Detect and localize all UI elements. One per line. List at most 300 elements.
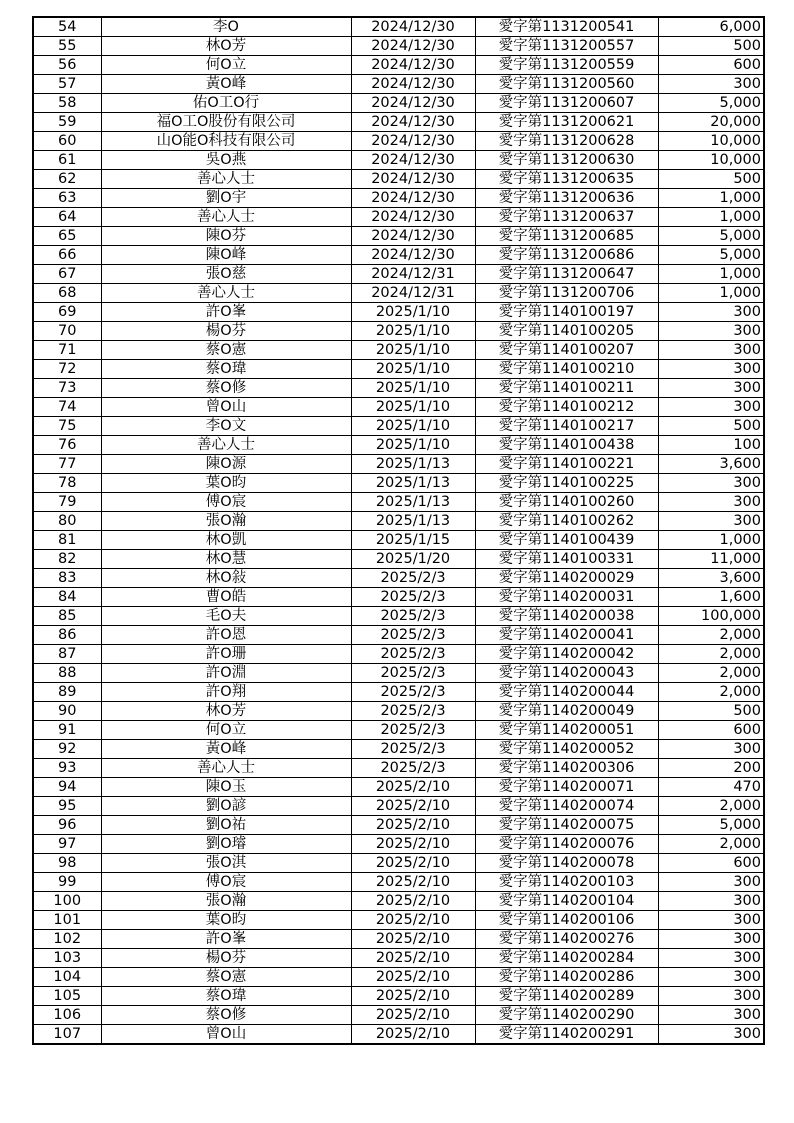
donor-name: 林O慧 (101, 550, 351, 569)
table-row (33, 17, 764, 37)
donor-name: 李O文 (101, 417, 351, 436)
donation-date: 2025/2/3 (351, 569, 475, 588)
donation-amount: 300 (658, 949, 764, 968)
donor-name: 佑O工O行 (101, 94, 351, 113)
donation-amount: 2,000 (658, 835, 764, 854)
donation-amount: 470 (658, 778, 764, 797)
table-row (33, 683, 764, 702)
donation-amount: 300 (658, 75, 764, 94)
receipt-number: 愛字第1131200635 (475, 170, 658, 189)
row-number: 94 (33, 778, 101, 797)
row-number: 73 (33, 379, 101, 398)
row-number: 80 (33, 512, 101, 531)
row-number: 59 (33, 113, 101, 132)
donation-date: 2024/12/30 (351, 113, 475, 132)
donation-date: 2025/2/10 (351, 854, 475, 873)
donation-date: 2025/2/10 (351, 797, 475, 816)
row-number: 89 (33, 683, 101, 702)
donor-name: 林O凱 (101, 531, 351, 550)
donation-date: 2025/1/13 (351, 455, 475, 474)
table-row (33, 94, 764, 113)
receipt-number: 愛字第1140200071 (475, 778, 658, 797)
donor-name: 吳O燕 (101, 151, 351, 170)
row-number: 78 (33, 474, 101, 493)
donation-amount: 1,000 (658, 265, 764, 284)
table-row (33, 797, 764, 816)
receipt-number: 愛字第1140100262 (475, 512, 658, 531)
table-row (33, 512, 764, 531)
donor-name: 楊O芬 (101, 322, 351, 341)
receipt-number: 愛字第1140200289 (475, 987, 658, 1006)
donation-amount: 1,000 (658, 189, 764, 208)
donation-date: 2025/1/10 (351, 341, 475, 360)
row-number: 93 (33, 759, 101, 778)
row-number: 64 (33, 208, 101, 227)
receipt-number: 愛字第1140200291 (475, 1025, 658, 1045)
donation-date: 2025/2/10 (351, 1025, 475, 1045)
receipt-number: 愛字第1140200076 (475, 835, 658, 854)
donation-amount: 100 (658, 436, 764, 455)
table-row (33, 778, 764, 797)
receipt-number: 愛字第1140100207 (475, 341, 658, 360)
donor-name: 黃O峰 (101, 740, 351, 759)
row-number: 58 (33, 94, 101, 113)
table-row (33, 360, 764, 379)
donation-date: 2025/2/10 (351, 949, 475, 968)
receipt-number: 愛字第1131200621 (475, 113, 658, 132)
donation-date: 2025/1/10 (351, 417, 475, 436)
donation-amount: 500 (658, 417, 764, 436)
donation-date: 2025/2/3 (351, 664, 475, 683)
donor-name: 善心人士 (101, 170, 351, 189)
donor-name: 蔡O瑋 (101, 360, 351, 379)
donation-date: 2025/2/10 (351, 911, 475, 930)
receipt-number: 愛字第1140100211 (475, 379, 658, 398)
donation-date: 2024/12/30 (351, 56, 475, 75)
receipt-number: 愛字第1140200029 (475, 569, 658, 588)
donor-name: 許O恩 (101, 626, 351, 645)
row-number: 71 (33, 341, 101, 360)
donation-date: 2024/12/30 (351, 17, 475, 37)
donation-date: 2024/12/30 (351, 37, 475, 56)
donation-date: 2025/2/3 (351, 721, 475, 740)
receipt-number: 愛字第1140200284 (475, 949, 658, 968)
receipt-number: 愛字第1131200685 (475, 227, 658, 246)
table-row (33, 740, 764, 759)
donor-name: 蔡O憲 (101, 968, 351, 987)
donation-date: 2025/1/10 (351, 436, 475, 455)
receipt-number: 愛字第1140200290 (475, 1006, 658, 1025)
row-number: 67 (33, 265, 101, 284)
donor-name: 善心人士 (101, 759, 351, 778)
row-number: 69 (33, 303, 101, 322)
donor-name: 許O峯 (101, 303, 351, 322)
donation-amount: 300 (658, 379, 764, 398)
donor-name: 黃O峰 (101, 75, 351, 94)
receipt-number: 愛字第1140100225 (475, 474, 658, 493)
donor-name: 張O慈 (101, 265, 351, 284)
donor-name: 陳O峰 (101, 246, 351, 265)
donation-date: 2025/1/20 (351, 550, 475, 569)
table-row (33, 987, 764, 1006)
donor-name: 劉O璿 (101, 835, 351, 854)
table-row (33, 911, 764, 930)
table-row (33, 379, 764, 398)
donor-name: 何O立 (101, 721, 351, 740)
receipt-number: 愛字第1140200042 (475, 645, 658, 664)
row-number: 76 (33, 436, 101, 455)
donation-amount: 20,000 (658, 113, 764, 132)
donation-amount: 600 (658, 854, 764, 873)
receipt-number: 愛字第1140200038 (475, 607, 658, 626)
donor-name: 曾O山 (101, 398, 351, 417)
donation-amount: 300 (658, 873, 764, 892)
row-number: 95 (33, 797, 101, 816)
table-row (33, 56, 764, 75)
donation-amount: 2,000 (658, 683, 764, 702)
donor-name: 蔡O修 (101, 1006, 351, 1025)
receipt-number: 愛字第1140100438 (475, 436, 658, 455)
receipt-number: 愛字第1140200031 (475, 588, 658, 607)
receipt-number: 愛字第1140200276 (475, 930, 658, 949)
row-number: 81 (33, 531, 101, 550)
row-number: 83 (33, 569, 101, 588)
table-row (33, 721, 764, 740)
donor-name: 許O珊 (101, 645, 351, 664)
receipt-number: 愛字第1140200044 (475, 683, 658, 702)
donor-name: 許O翔 (101, 683, 351, 702)
table-row (33, 930, 764, 949)
table-row (33, 645, 764, 664)
table-row (33, 322, 764, 341)
table-body (33, 17, 764, 1044)
donor-name: 許O峯 (101, 930, 351, 949)
row-number: 79 (33, 493, 101, 512)
row-number: 54 (33, 17, 101, 37)
table-row (33, 569, 764, 588)
row-number: 92 (33, 740, 101, 759)
table-row (33, 246, 764, 265)
donation-date: 2024/12/30 (351, 132, 475, 151)
donor-name: 何O立 (101, 56, 351, 75)
table-row (33, 873, 764, 892)
row-number: 88 (33, 664, 101, 683)
donation-date: 2024/12/30 (351, 246, 475, 265)
donation-date: 2025/2/3 (351, 645, 475, 664)
table-row (33, 303, 764, 322)
receipt-number: 愛字第1131200559 (475, 56, 658, 75)
donation-date: 2025/1/13 (351, 474, 475, 493)
row-number: 74 (33, 398, 101, 417)
table-row (33, 398, 764, 417)
table-row (33, 854, 764, 873)
receipt-number: 愛字第1131200706 (475, 284, 658, 303)
row-number: 91 (33, 721, 101, 740)
table-row (33, 702, 764, 721)
donation-amount: 2,000 (658, 664, 764, 683)
receipt-number: 愛字第1140200075 (475, 816, 658, 835)
row-number: 77 (33, 455, 101, 474)
donation-amount: 600 (658, 56, 764, 75)
table-row (33, 113, 764, 132)
donor-name: 陳O玉 (101, 778, 351, 797)
donation-date: 2025/2/10 (351, 835, 475, 854)
donation-amount: 300 (658, 341, 764, 360)
table-row (33, 37, 764, 56)
row-number: 102 (33, 930, 101, 949)
row-number: 63 (33, 189, 101, 208)
receipt-number: 愛字第1140200049 (475, 702, 658, 721)
row-number: 68 (33, 284, 101, 303)
table-row (33, 284, 764, 303)
donation-amount: 300 (658, 1025, 764, 1045)
donor-name: 善心人士 (101, 208, 351, 227)
donor-name: 張O瀚 (101, 512, 351, 531)
donation-amount: 2,000 (658, 797, 764, 816)
receipt-number: 愛字第1140100260 (475, 493, 658, 512)
receipt-number: 愛字第1140100217 (475, 417, 658, 436)
donation-amount: 500 (658, 702, 764, 721)
table-row (33, 1006, 764, 1025)
donor-name: 蔡O憲 (101, 341, 351, 360)
donor-name: 林O敍 (101, 569, 351, 588)
table-row (33, 607, 764, 626)
donor-name: 劉O祐 (101, 816, 351, 835)
receipt-number: 愛字第1131200560 (475, 75, 658, 94)
donation-date: 2025/1/10 (351, 360, 475, 379)
donation-amount: 300 (658, 968, 764, 987)
table-row (33, 189, 764, 208)
donation-amount: 300 (658, 474, 764, 493)
donation-amount: 300 (658, 987, 764, 1006)
donation-date: 2025/1/10 (351, 322, 475, 341)
table-row (33, 1025, 764, 1045)
donor-name: 曾O山 (101, 1025, 351, 1045)
donation-amount: 300 (658, 303, 764, 322)
receipt-number: 愛字第1140200041 (475, 626, 658, 645)
donation-date: 2025/1/10 (351, 303, 475, 322)
row-number: 104 (33, 968, 101, 987)
donor-name: 楊O芬 (101, 949, 351, 968)
row-number: 87 (33, 645, 101, 664)
row-number: 57 (33, 75, 101, 94)
receipt-number: 愛字第1140100210 (475, 360, 658, 379)
table-row (33, 664, 764, 683)
table-row (33, 341, 764, 360)
receipt-number: 愛字第1131200607 (475, 94, 658, 113)
donation-amount: 300 (658, 1006, 764, 1025)
donation-date: 2025/1/15 (351, 531, 475, 550)
donor-name: 張O瀚 (101, 892, 351, 911)
donor-name: 林O芳 (101, 702, 351, 721)
table-row (33, 436, 764, 455)
row-number: 85 (33, 607, 101, 626)
donation-date: 2024/12/31 (351, 284, 475, 303)
donor-name: 劉O諺 (101, 797, 351, 816)
receipt-number: 愛字第1131200630 (475, 151, 658, 170)
donor-name: 曹O皓 (101, 588, 351, 607)
receipt-number: 愛字第1140100221 (475, 455, 658, 474)
donation-amount: 100,000 (658, 607, 764, 626)
receipt-number: 愛字第1140200104 (475, 892, 658, 911)
receipt-number: 愛字第1140200306 (475, 759, 658, 778)
donation-date: 2025/2/10 (351, 987, 475, 1006)
donation-date: 2025/2/3 (351, 740, 475, 759)
donation-amount: 500 (658, 170, 764, 189)
receipt-number: 愛字第1140200106 (475, 911, 658, 930)
row-number: 56 (33, 56, 101, 75)
donation-date: 2025/2/10 (351, 930, 475, 949)
donation-date: 2025/1/10 (351, 398, 475, 417)
donor-name: 蔡O瑋 (101, 987, 351, 1006)
row-number: 82 (33, 550, 101, 569)
donor-name: 山O能O科技有限公司 (101, 132, 351, 151)
table-row (33, 892, 764, 911)
donation-amount: 1,000 (658, 531, 764, 550)
row-number: 70 (33, 322, 101, 341)
row-number: 75 (33, 417, 101, 436)
donation-date: 2024/12/31 (351, 265, 475, 284)
receipt-number: 愛字第1140100205 (475, 322, 658, 341)
donation-date: 2025/2/10 (351, 1006, 475, 1025)
donation-amount: 300 (658, 398, 764, 417)
row-number: 65 (33, 227, 101, 246)
donor-name: 李O (101, 17, 351, 37)
donation-amount: 200 (658, 759, 764, 778)
row-number: 99 (33, 873, 101, 892)
receipt-number: 愛字第1140100439 (475, 531, 658, 550)
donation-amount: 3,600 (658, 569, 764, 588)
table-row (33, 170, 764, 189)
table-row (33, 474, 764, 493)
receipt-number: 愛字第1140200051 (475, 721, 658, 740)
donation-date: 2025/2/10 (351, 778, 475, 797)
row-number: 103 (33, 949, 101, 968)
table-row (33, 759, 764, 778)
donation-amount: 5,000 (658, 227, 764, 246)
donor-name: 林O芳 (101, 37, 351, 56)
table-row (33, 208, 764, 227)
donation-date: 2024/12/30 (351, 170, 475, 189)
donation-amount: 300 (658, 512, 764, 531)
donation-date: 2025/2/10 (351, 816, 475, 835)
donation-amount: 300 (658, 493, 764, 512)
table-row (33, 949, 764, 968)
donation-amount: 5,000 (658, 816, 764, 835)
table-row (33, 816, 764, 835)
donation-amount: 5,000 (658, 246, 764, 265)
row-number: 60 (33, 132, 101, 151)
donation-amount: 3,600 (658, 455, 764, 474)
donor-name: 許O淵 (101, 664, 351, 683)
table-row (33, 132, 764, 151)
donation-date: 2025/2/3 (351, 626, 475, 645)
donation-date: 2025/2/3 (351, 607, 475, 626)
table-row (33, 550, 764, 569)
table-row (33, 626, 764, 645)
receipt-number: 愛字第1140200078 (475, 854, 658, 873)
row-number: 61 (33, 151, 101, 170)
row-number: 96 (33, 816, 101, 835)
donation-amount: 1,600 (658, 588, 764, 607)
receipt-number: 愛字第1140200052 (475, 740, 658, 759)
donation-amount: 300 (658, 911, 764, 930)
receipt-number: 愛字第1140200043 (475, 664, 658, 683)
donation-amount: 2,000 (658, 645, 764, 664)
table-row (33, 493, 764, 512)
donation-table (32, 16, 765, 1045)
donor-name: 陳O芬 (101, 227, 351, 246)
donation-amount: 600 (658, 721, 764, 740)
donor-name: 陳O源 (101, 455, 351, 474)
receipt-number: 愛字第1131200636 (475, 189, 658, 208)
receipt-number: 愛字第1131200637 (475, 208, 658, 227)
table-row (33, 417, 764, 436)
receipt-number: 愛字第1140100331 (475, 550, 658, 569)
donation-amount: 300 (658, 930, 764, 949)
receipt-number: 愛字第1140200074 (475, 797, 658, 816)
donor-name: 劉O宇 (101, 189, 351, 208)
donation-amount: 300 (658, 892, 764, 911)
row-number: 84 (33, 588, 101, 607)
donation-amount: 300 (658, 740, 764, 759)
donor-name: 傅O宸 (101, 873, 351, 892)
donation-date: 2025/2/3 (351, 683, 475, 702)
donation-amount: 6,000 (658, 17, 764, 37)
receipt-number: 愛字第1140100197 (475, 303, 658, 322)
donor-name: 傅O宸 (101, 493, 351, 512)
receipt-number: 愛字第1140200103 (475, 873, 658, 892)
donation-date: 2025/2/10 (351, 968, 475, 987)
donation-date: 2024/12/30 (351, 227, 475, 246)
table-row (33, 151, 764, 170)
donation-date: 2024/12/30 (351, 75, 475, 94)
donor-name: 毛O夫 (101, 607, 351, 626)
donation-date: 2025/1/13 (351, 512, 475, 531)
donation-date: 2025/2/3 (351, 702, 475, 721)
table-row (33, 588, 764, 607)
donation-date: 2025/2/3 (351, 759, 475, 778)
table-row (33, 455, 764, 474)
table-row (33, 265, 764, 284)
table-row (33, 968, 764, 987)
donor-name: 葉O昀 (101, 911, 351, 930)
row-number: 86 (33, 626, 101, 645)
donation-amount: 500 (658, 37, 764, 56)
table-row (33, 75, 764, 94)
row-number: 98 (33, 854, 101, 873)
donation-amount: 300 (658, 322, 764, 341)
receipt-number: 愛字第1131200647 (475, 265, 658, 284)
table-row (33, 835, 764, 854)
donation-amount: 300 (658, 360, 764, 379)
donation-date: 2025/2/3 (351, 588, 475, 607)
donation-amount: 10,000 (658, 132, 764, 151)
row-number: 105 (33, 987, 101, 1006)
receipt-number: 愛字第1131200541 (475, 17, 658, 37)
row-number: 66 (33, 246, 101, 265)
donor-name: 蔡O修 (101, 379, 351, 398)
receipt-number: 愛字第1131200557 (475, 37, 658, 56)
donor-name: 張O淇 (101, 854, 351, 873)
donation-date: 2024/12/30 (351, 94, 475, 113)
row-number: 97 (33, 835, 101, 854)
donor-name: 福O工O股份有限公司 (101, 113, 351, 132)
receipt-number: 愛字第1140200286 (475, 968, 658, 987)
row-number: 72 (33, 360, 101, 379)
row-number: 62 (33, 170, 101, 189)
row-number: 90 (33, 702, 101, 721)
